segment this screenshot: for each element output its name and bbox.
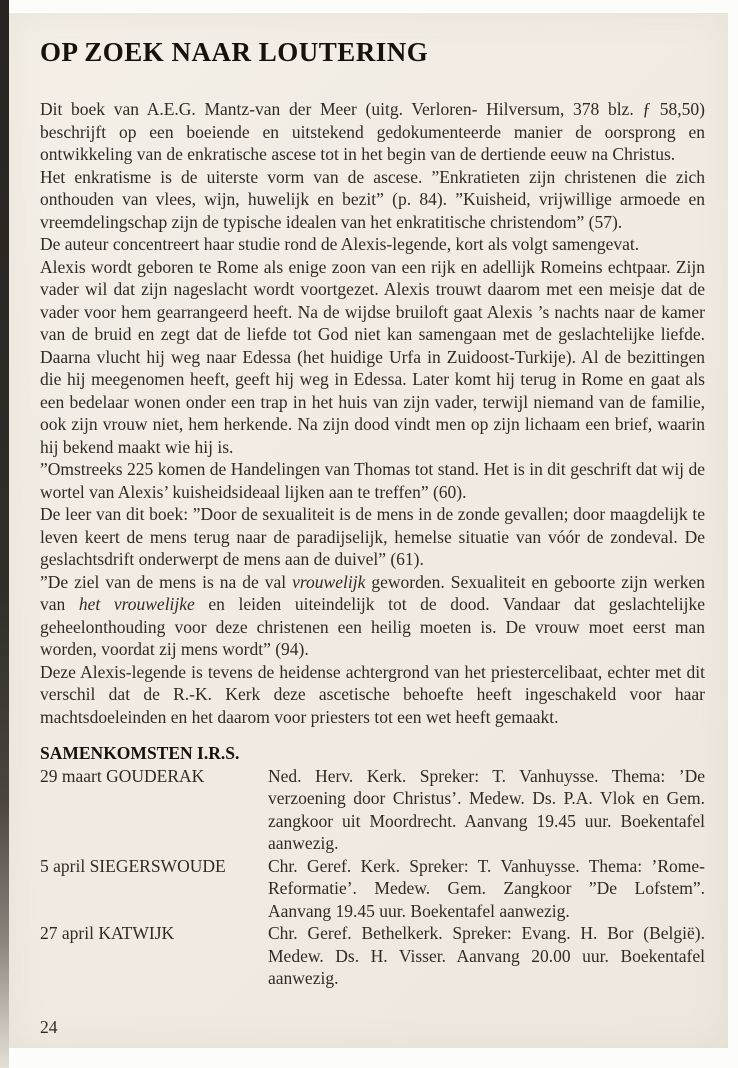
meeting-date-place: 5 april SIEGERSWOUDE xyxy=(40,855,226,876)
article-paragraph: Dit boek van A.E.G. Mantz-van der Meer (uitg. Verloren- Hilversum, 378 blz. ƒ 58,50) beschrijft op een boeiende en uitstekend gedokumenteerde manier de oorsprong en ontwikkeling van de enkratische ascese tot in het begin van de dertiende eeuw na Christus. xyxy=(40,99,705,164)
meeting-row xyxy=(40,765,705,855)
italic-term: het vrouwelijke xyxy=(78,594,195,614)
meeting-row xyxy=(40,855,705,923)
article-paragraph: ”De ziel van de mens is na de val vrouwelijk geworden. Sexualiteit en geboorte zijn werken van het vrouwelijke en leiden uiteindelijk tot de dood. Vandaar dat geslachtelijke geheelonthouding voor deze christenen een heilig moeten is. De vrouw moet eerst man worden, voordat zij mens wordt” (94). xyxy=(40,571,705,659)
meeting-date-place: 27 april KATWIJK xyxy=(40,923,175,943)
paper-page xyxy=(9,13,728,1048)
book-gutter-shadow xyxy=(0,0,9,1068)
italic-term: vrouwelijk xyxy=(292,571,366,592)
article-paragraph: ”Omstreeks 225 komen de Handelingen van Thomas tot stand. Het is in dit geschrift dat wij de wortel van Alexis’ kuisheidsideaal lijken aan te treffen” (60). xyxy=(40,459,705,502)
article-paragraph: Alexis wordt geboren te Rome als enige zoon van een rijk en adellijk Romeins echtpaar. Zijn vader wil dat zijn nageslacht wordt voortgezet. Alexis trouwt daarom met een meisje dat de vader voor hem gearrangeerd heeft. Na de wijdse bruiloft gaat Alexis ’s nachts naar de kamer van de bruid en zegt dat de liefde tot God niet kan samengaan met de geslachtelijke liefde. Daarna vlucht hij weg naar Edessa (het huidige Urfa in Zuidoost-Turkije). Al de bezittingen die hij meegenomen heeft, geeft hij weg in Edessa. Later komt hij terug in Rome en gaat als een bedelaar wonen onder een trap in het huis van zijn vader, terwijl niemand van de familie, ook zijn vrouw niet, hem herkende. Na zijn dood vindt men op zijn lichaam een brief, waarin hij bekend maakt wie hij is. xyxy=(40,256,705,457)
article-paragraph: Deze Alexis-legende is tevens de heidense achtergrond van het priestercelibaat, echter met dit verschil dat de R.-K. Kerk deze ascetische behoefte heeft ingeschakeld voor haar machtsdoeleinden en het daarom voor priesters tot een wet heeft gemaakt. xyxy=(40,661,705,727)
meeting-details: Chr. Geref. Bethelkerk. Spreker: Evang. H. Bor (België). Medew. Ds. H. Visser. Aanvang 20.00 uur. Boekentafel aanwezig. xyxy=(268,923,705,988)
meetings-section xyxy=(40,742,705,990)
article-paragraph: De leer van dit boek: ”Door de sexualiteit is de mens in de zonde gevallen; door maagdelijk te leven keert de mens terug naar de paradijselijk, hemelse situatie van vóór de zondeval. De geslachtsdrift onderwerpt de mens aan de duivel” (61). xyxy=(40,504,705,569)
meeting-date-place: 29 maart GOUDERAK xyxy=(40,765,205,786)
page-content xyxy=(40,37,705,990)
meeting-row xyxy=(40,922,705,990)
article-paragraph: Het enkratisme is de uiterste vorm van de ascese. ”Enkratieten zijn christenen die zich onthouden van vlees, wijn, huwelijk en bezit” (p. 84). ”Kuisheid, vrijwillige armoede en vreemdelingschap zijn de typische idealen van het enkratitische christendom” (57). xyxy=(40,166,705,232)
meetings-heading: SAMENKOMSTEN I.R.S. xyxy=(40,743,240,763)
article-body xyxy=(40,98,705,728)
meeting-details: Chr. Geref. Kerk. Spreker: T. Vanhuysse. Thema: ’Rome-Reformatie’. Medew. Gem. Zangkoor ”De Lofstem”. Aanvang 19.45 uur. Boekentafel aanwezig. xyxy=(268,855,705,921)
page-title: OP ZOEK NAAR LOUTERING xyxy=(40,37,429,67)
page-number: 24 xyxy=(40,1017,58,1037)
meeting-details: Ned. Herv. Kerk. Spreker: T. Vanhuysse. Thema: ’De verzoening door Christus’. Medew. Ds. P.A. Vlok en Gem. zangkoor uit Moordrecht. Aanvang 19.45 uur. Boekentafel aanwezig. xyxy=(268,765,705,853)
article-paragraph: De auteur concentreert haar studie rond de Alexis-legende, kort als volgt samengevat. xyxy=(40,234,640,254)
